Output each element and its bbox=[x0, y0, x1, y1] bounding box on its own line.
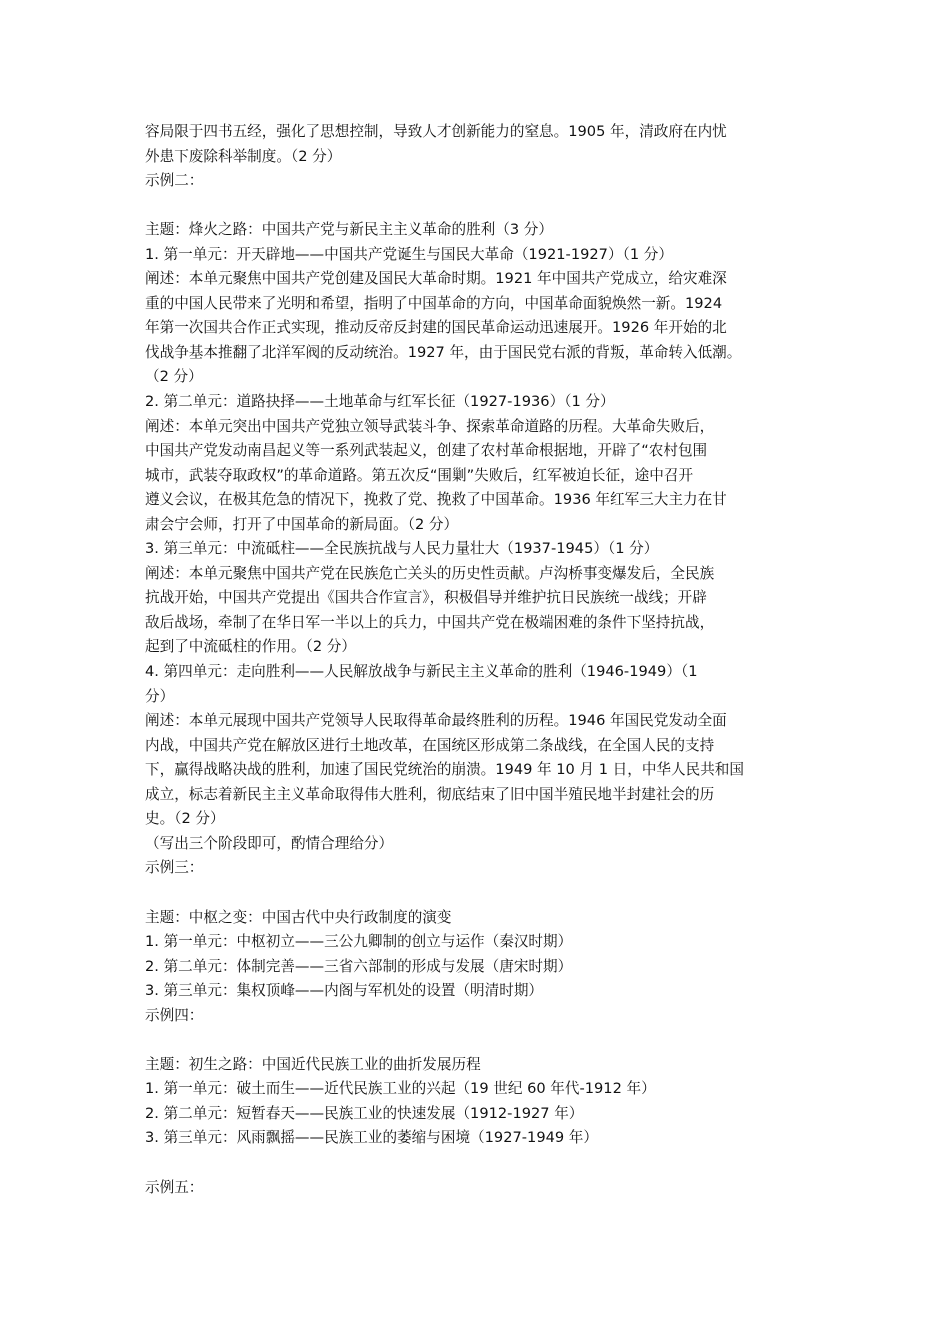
text-line: 中国共产党发动南昌起义等一系列武装起义，创建了农村革命根据地，开辟了“农村包围 bbox=[145, 442, 708, 460]
text-line: 容局限于四书五经，强化了思想控制，导致人才创新能力的窒息。1905 年，清政府在内忧 bbox=[145, 123, 727, 140]
text-line: 分） bbox=[145, 687, 175, 705]
text-line: 阐述：本单元聚焦中国共产党创建及国民大革命时期。1921 年中国共产党成立，给灾难深 bbox=[145, 270, 727, 288]
theme-line: 主题：中枢之变：中国古代中央行政制度的演变 bbox=[145, 908, 452, 926]
text-line: 下，赢得战略决战的胜利，加速了国民党统治的崩溃。1949 年 10 月 1 日，中华人民共和国 bbox=[145, 761, 744, 779]
text-line: 阐述：本单元展现中国共产党领导人民取得革命最终胜利的历程。1946 年国民党发动全面 bbox=[145, 712, 727, 730]
unit-line: 3. 第三单元：风雨飘摇——民族工业的萎缩与困境（1927-1949 年） bbox=[145, 1129, 598, 1147]
unit-line: 2. 第二单元：道路抉择——土地革命与红军长征（1927-1936）（1 分） bbox=[145, 393, 615, 411]
blank-line bbox=[145, 194, 817, 219]
text-line: 重的中国人民带来了光明和希望，指明了中国革命的方向，中国革命面貌焕然一新。1924 bbox=[145, 294, 723, 312]
example-heading: 示例四： bbox=[145, 1006, 204, 1024]
unit-line: 1. 第一单元：中枢初立——三公九卿制的创立与运作（秦汉时期） bbox=[145, 933, 573, 951]
text-line: 肃会宁会师，打开了中国革命的新局面。（2 分） bbox=[145, 515, 459, 533]
text-line: （2 分） bbox=[145, 368, 203, 386]
text-line: 起到了中流砥柱的作用。（2 分） bbox=[145, 638, 356, 656]
theme-line: 主题：初生之路：中国近代民族工业的曲折发展历程 bbox=[145, 1055, 481, 1073]
text-line: 抗战开始，中国共产党提出《国共合作宣言》，积极倡导并维护抗日民族统一战线；开辟 bbox=[145, 589, 707, 607]
text-line: 阐述：本单元聚焦中国共产党在民族危亡关头的历史性贡献。卢沟桥事变爆发后，全民族 bbox=[145, 564, 715, 582]
theme-line: 主题：烽火之路：中国共产党与新民主主义革命的胜利（3 分） bbox=[145, 221, 553, 239]
unit-line: 2. 第二单元：短暂春天——民族工业的快速发展（1912-1927 年） bbox=[145, 1104, 584, 1122]
text-line: 敌后战场，牵制了在华日军一半以上的兵力，中国共产党在极端困难的条件下坚持抗战， bbox=[145, 613, 715, 631]
unit-line: 2. 第二单元：体制完善——三省六部制的形成与发展（唐宋时期） bbox=[145, 957, 573, 975]
unit-line: 4. 第四单元：走向胜利——人民解放战争与新民主主义革命的胜利（1946-1949）（1 bbox=[145, 663, 698, 681]
text-line: 外患下废除科举制度。（2 分） bbox=[145, 147, 342, 165]
text-line: 成立，标志着新民主主义革命取得伟大胜利，彻底结束了旧中国半殖民地半封建社会的历 bbox=[145, 785, 715, 803]
text-line: 城市，武装夺取政权”的革命道路。第五次反“围剿”失败后，红军被迫长征，途中召开 bbox=[145, 466, 694, 484]
text-line: 阐述：本单元突出中国共产党独立领导武装斗争、探索革命道路的历程。大革命失败后， bbox=[145, 417, 715, 435]
unit-line: 3. 第三单元：集权顶峰——内阁与军机处的设置（明清时期） bbox=[145, 982, 544, 1000]
text-line: 遵义会议，在极其危急的情况下，挽救了党、挽救了中国革命。1936 年红军三大主力在甘 bbox=[145, 491, 727, 509]
unit-line: 1. 第一单元：破土而生——近代民族工业的兴起（19 世纪 60 年代-1912 年） bbox=[145, 1080, 656, 1098]
blank-line bbox=[145, 881, 817, 906]
example-heading: 示例二： bbox=[145, 172, 204, 190]
unit-line: 1. 第一单元：开天辟地——中国共产党诞生与国民大革命（1921-1927）（1 分） bbox=[145, 245, 673, 263]
blank-line bbox=[145, 1028, 817, 1053]
blank-line bbox=[145, 1151, 817, 1176]
text-line: 伐战争基本推翻了北洋军阀的反动统治。1927 年，由于国民党右派的背叛，革命转入低潮。 bbox=[145, 343, 742, 361]
example-heading: 示例五： bbox=[145, 1178, 204, 1196]
example-heading: 示例三： bbox=[145, 859, 204, 877]
text-line: 史。（2 分） bbox=[145, 810, 225, 828]
unit-line: 3. 第三单元：中流砥柱——全民族抗战与人民力量壮大（1937-1945）（1 分） bbox=[145, 540, 659, 558]
document-body bbox=[145, 120, 817, 1200]
note-line: （写出三个阶段即可，酌情合理给分） bbox=[145, 834, 394, 852]
text-line: 年第一次国共合作正式实现，推动反帝反封建的国民革命运动迅速展开。1926 年开始的北 bbox=[145, 319, 727, 337]
text-line: 内战，中国共产党在解放区进行土地改革，在国统区形成第二条战线，在全国人民的支持 bbox=[145, 736, 715, 754]
